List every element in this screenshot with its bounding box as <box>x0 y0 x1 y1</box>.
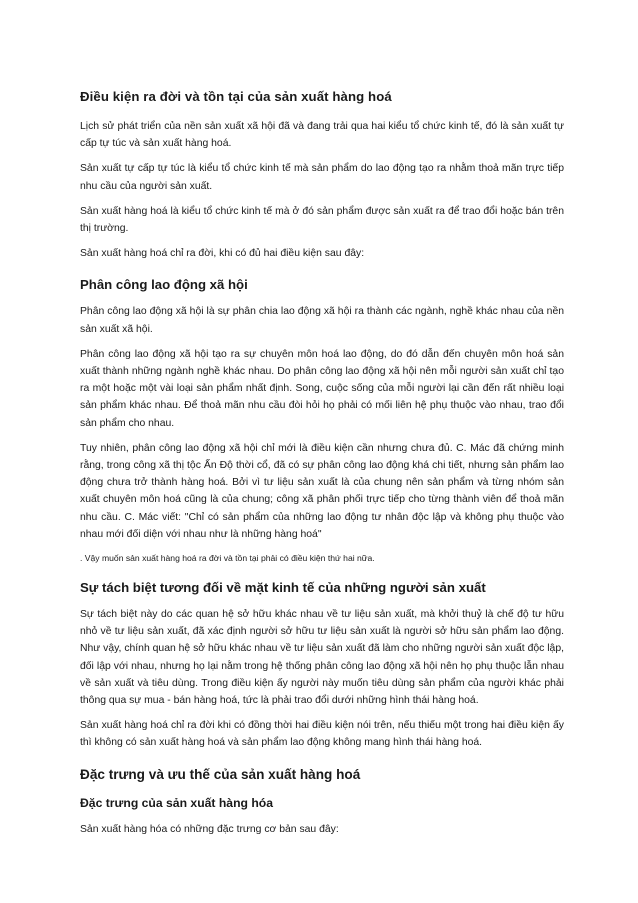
paragraph: Sự tách biệt này do các quan hệ sở hữu khác nhau về tư liệu sản xuất, mà khởi thuỷ là chế độ tư hữu nhỏ về tư liệu sản xuất, đã xác định người sở hữu tư liệu sản xuất là người sở hữu sản phẩm lao động. Như vậy, chính quan hệ sở hữu khác nhau về tư liệu sản xuất đã làm cho những người sản xuất độc lập, đối lập với nhau, nhưng họ lại nằm trong hệ thống phân công lao động xã hội nên họ phụ thuộc lẫn nhau về sản xuất và tiêu dùng. Trong điều kiện ấy người này muốn tiêu dùng sản phẩm của người khác phải thông qua sự mua - bán hàng hoá, tức là phải trao đổi dưới những hình thái hàng hoá. <box>80 609 564 707</box>
heading-economic-separation: Sự tách biệt tương đối về mặt kinh tế của những người sản xuất <box>80 580 486 596</box>
paragraph: Sản xuất hàng hóa có những đặc trưng cơ bản sau đây: <box>80 823 339 835</box>
paragraph: Lịch sử phát triển của nền sản xuất xã hội đã và đang trải qua hai kiểu tổ chức kinh tế, đó là sản xuất tự cấp tự túc và sản xuất hàng hoá. <box>80 121 564 150</box>
document-page <box>80 88 564 846</box>
heading-characteristics: Đặc trưng và ưu thế của sản xuất hàng hoá <box>80 766 361 782</box>
paragraph: Sản xuất tự cấp tự túc là kiểu tổ chức kinh tế mà sản phẩm do lao động tạo ra nhằm thoả mãn trực tiếp nhu cầu của người sản xuất. <box>80 163 564 192</box>
paragraph: Phân công lao động xã hội là sự phân chia lao động xã hội ra thành các ngành, nghề khác nhau của nền sản xuất xã hội. <box>80 306 564 335</box>
heading-division-of-labor: Phân công lao động xã hội <box>80 277 248 293</box>
note-paragraph: . Vậy muốn sản xuất hàng hoá ra đời và tồn tại phải có điều kiện thứ hai nữa. <box>80 553 375 564</box>
heading-conditions: Điều kiện ra đời và tồn tại của sản xuất hàng hoá <box>80 89 392 104</box>
paragraph: Sản xuất hàng hoá chỉ ra đời khi có đồng thời hai điều kiện nói trên, nếu thiếu một trong hai điều kiện ấy thì không có sản xuất hàng hoá và sản phẩm lao động không mang hình thái hàng hoá. <box>80 720 564 749</box>
paragraph: Sản xuất hàng hoá là kiểu tổ chức kinh tế mà ở đó sản phẩm được sản xuất ra để trao đổi hoặc bán trên thị trường. <box>80 205 564 235</box>
subheading-characteristics: Đặc trưng của sản xuất hàng hóa <box>80 795 274 810</box>
paragraph: Sản xuất hàng hoá chỉ ra đời, khi có đủ hai điều kiện sau đây: <box>80 248 365 260</box>
paragraph: Phân công lao động xã hội tạo ra sự chuyên môn hoá lao động, do đó dẫn đến chuyên môn hoá sản xuất thành những ngành nghề khác nhau. Do phân công lao động xã hội nên mỗi người sản xuất chỉ tạo ra một hoặc một vài loại sản phẩm nhất định. Song, cuộc sống của mỗi người lại cần đến rất nhiều loại sản phẩm khác nhau. Để thoả mãn nhu cầu đòi hỏi họ phải có mối liên hệ phụ thuộc vào nhau, trao đổi sản phẩm cho nhau. <box>80 348 564 429</box>
paragraph: Tuy nhiên, phân công lao động xã hội chỉ mới là điều kiện cần nhưng chưa đủ. C. Mác đã chứng minh rằng, trong công xã thị tộc Ấn Độ thời cổ, đã có sự phân công lao động khá chi tiết, nhưng sản phẩm lao động chưa trở thành hàng hoá. Bởi vì tư liệu sản xuất là của chung nên sản phẩm và từng nhóm sản xuất chuyên môn hoá cũng là của chung; công xã phân phối trực tiếp cho từng thành viên để thoả mãn nhu cầu. C. Mác viết: "Chỉ có sản phẩm của những lao động tư nhân độc lập và không phụ thuộc vào nhau mới đối diện với nhau như là những hàng hoá" <box>80 442 564 540</box>
